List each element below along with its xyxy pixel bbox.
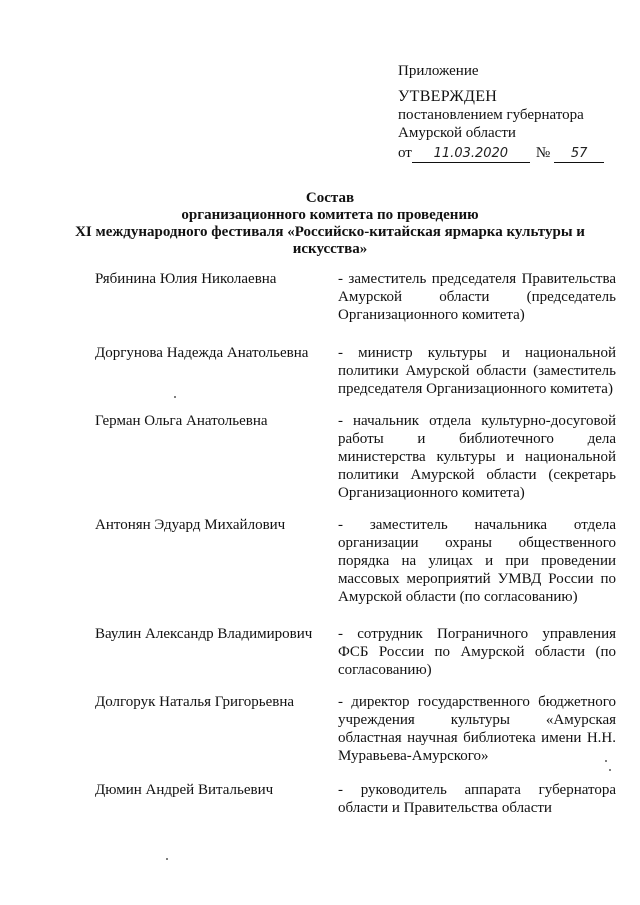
- document-title: [40, 190, 620, 258]
- member-role: - министр культуры и национальной политики Амурской области (заместитель председателя Организационного комитета): [338, 345, 616, 397]
- member-name: Дюмин Андрей Витальевич: [95, 782, 274, 798]
- handwritten-number: 57: [554, 146, 604, 163]
- title-line-2: организационного комитета по проведению: [181, 207, 479, 223]
- date-number-line: [398, 144, 618, 163]
- title-line-3: XI международного фестиваля «Российско-китайская ярмарка культуры и: [75, 224, 585, 240]
- member-role: - сотрудник Пограничного управления ФСБ России по Амурской области (по согласованию): [338, 626, 616, 678]
- scan-speck: [605, 760, 607, 762]
- member-name: Герман Ольга Анатольевна: [95, 413, 268, 429]
- approval-block: [398, 62, 618, 163]
- date-label: от: [398, 145, 412, 161]
- member-name: Антонян Эдуард Михайлович: [95, 517, 286, 533]
- member-name: Доргунова Надежда Анатольевна: [95, 345, 309, 361]
- approved-label: УТВЕРЖДЕН: [398, 88, 498, 105]
- member-role: - начальник отдела культурно-досуговой работы и библиотечного дела министерства культуры и национальной политики Амурской области (секретарь Организационного комитета): [338, 413, 616, 501]
- member-name: Ваулин Александр Владимирович: [95, 626, 313, 642]
- approved-by-line: постановлением губернатора: [398, 107, 584, 123]
- handwritten-date: 11.03.2020: [412, 146, 530, 163]
- member-name: Долгорук Наталья Григорьевна: [95, 694, 295, 710]
- scan-speck: [609, 769, 611, 771]
- title-line-4: искусства»: [292, 241, 368, 257]
- member-role: - заместитель начальника отдела организации охраны общественного порядка на улицах и при проведении массовых мероприятий УМВД России по Амурской области (по согласованию): [338, 517, 616, 605]
- appendix-label: Приложение: [398, 63, 479, 79]
- member-name: Рябинина Юлия Николаевна: [95, 271, 277, 287]
- title-line-1: Состав: [305, 190, 355, 206]
- scan-speck: [166, 858, 168, 860]
- approved-by-region: Амурской области: [398, 125, 516, 141]
- member-role: - директор государственного бюджетного учреждения культуры «Амурская областная научная библиотека имени Н.Н. Муравьева-Амурского»: [338, 694, 616, 764]
- number-label: №: [535, 145, 551, 161]
- member-role: - заместитель председателя Правительства Амурской области (председатель Организационного комитета): [338, 271, 616, 323]
- scan-speck: [174, 396, 176, 398]
- member-role: - руководитель аппарата губернатора области и Правительства области: [338, 782, 616, 816]
